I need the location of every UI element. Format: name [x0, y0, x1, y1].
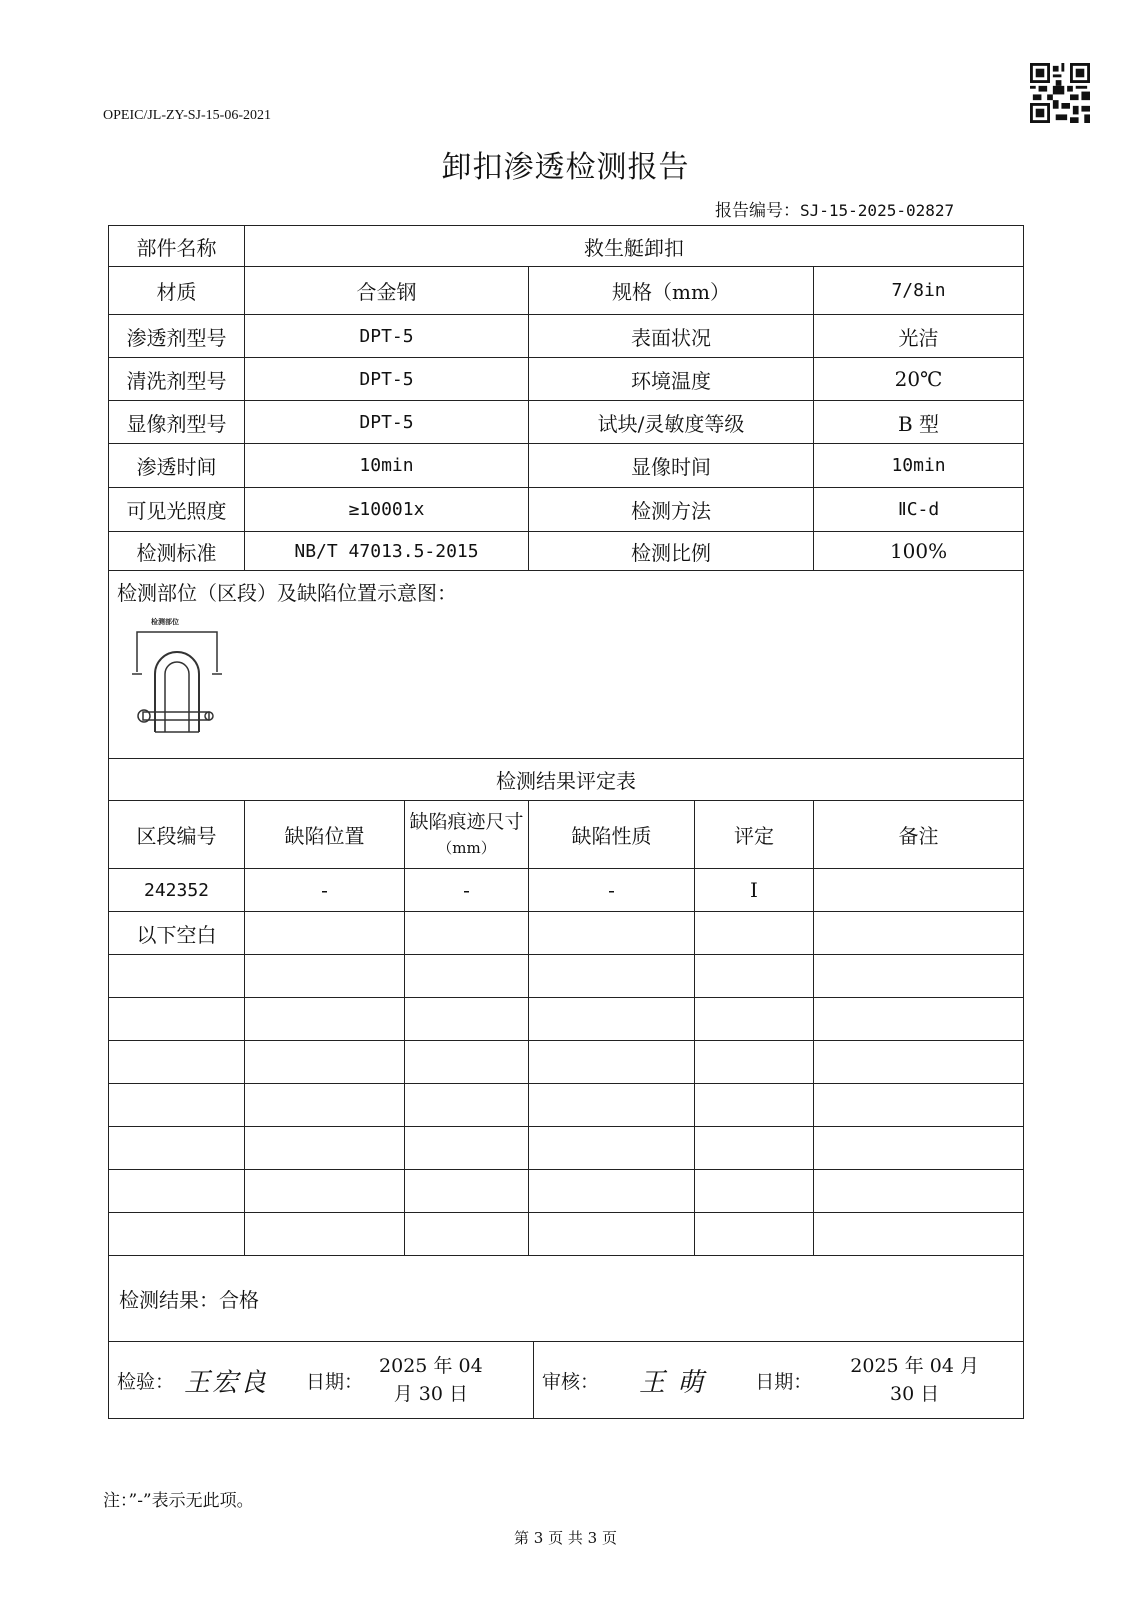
page-number: 第 3 页 共 3 页: [514, 1529, 617, 1547]
col-header-nature: 缺陷性质: [529, 801, 695, 869]
info-row: [109, 315, 1024, 358]
material-label: 材质: [109, 267, 245, 315]
light-label: 可见光照度: [109, 488, 245, 532]
inspection-date-line1: 2025 年 04: [379, 1355, 483, 1377]
material-value: 合金钢: [245, 267, 529, 315]
penetrant-label: 渗透剂型号: [109, 315, 245, 358]
surface-label: 表面状况: [529, 315, 814, 358]
diagram-tag: 检测部位: [151, 618, 179, 626]
penetrant-value: DPT-5: [245, 315, 529, 358]
info-row: [109, 488, 1024, 532]
defect-nature: -: [529, 869, 695, 912]
surface-value: 光洁: [814, 315, 1024, 358]
info-row: [109, 444, 1024, 488]
developer-label: 显像剂型号: [109, 401, 245, 444]
info-row: [109, 267, 1024, 315]
spec-value: 7/8in: [814, 267, 1024, 315]
table-row: [109, 1213, 1024, 1256]
review-date-line2: 30 日: [890, 1383, 940, 1405]
table-row: [109, 1170, 1024, 1213]
light-value: ≥10001x: [245, 488, 529, 532]
development-time-label: 显像时间: [529, 444, 814, 488]
inspector-label: 检验：: [117, 1370, 175, 1393]
conclusion-row: [109, 1256, 1024, 1342]
col-header-size-text: 缺陷痕迹尺寸: [409, 811, 524, 833]
review-date-line1: 2025 年 04 月: [850, 1355, 979, 1377]
section-number: 242352: [109, 869, 245, 912]
shackle-diagram: [129, 612, 239, 752]
results-title: 检测结果评定表: [109, 759, 1024, 801]
inspection-date: [379, 1352, 483, 1408]
table-row: [109, 1041, 1024, 1084]
sensitivity-value: B 型: [814, 401, 1024, 444]
info-row: [109, 226, 1024, 267]
blank-marker: 以下空白: [109, 912, 245, 955]
penetration-time-label: 渗透时间: [109, 444, 245, 488]
conclusion-cell: [109, 1256, 1024, 1342]
review-date-label: 日期：: [755, 1370, 813, 1393]
info-row: [109, 401, 1024, 444]
col-header-section: 区段编号: [109, 801, 245, 869]
diagram-label: 检测部位（区段）及缺陷位置示意图：: [117, 581, 457, 605]
method-label: 检测方法: [529, 488, 814, 532]
results-header-row: [109, 801, 1024, 869]
report-number-label: 报告编号：: [715, 201, 800, 221]
remarks: [814, 869, 1024, 912]
inspection-date-label: 日期：: [306, 1370, 364, 1393]
cleaner-value: DPT-5: [245, 358, 529, 401]
part-name-label: 部件名称: [109, 226, 245, 267]
developer-value: DPT-5: [245, 401, 529, 444]
reviewer-label: 审核：: [542, 1370, 600, 1393]
col-header-size: [405, 801, 529, 869]
cleaner-label: 清洗剂型号: [109, 358, 245, 401]
report-title: 卸扣渗透检测报告: [441, 150, 690, 185]
info-row: [109, 358, 1024, 401]
development-time-value: 10min: [814, 444, 1024, 488]
standard-label: 检测标准: [109, 532, 245, 571]
review-date: [850, 1352, 979, 1408]
reviewer-signature: 王 萌: [639, 1367, 706, 1398]
table-row: [109, 955, 1024, 998]
method-value: ⅡC-d: [814, 488, 1024, 532]
qr-code-icon: [1030, 63, 1090, 123]
table-row: [109, 912, 1024, 955]
footnote: 注：”-”表示无此项。: [103, 1491, 254, 1511]
diagram-row: [109, 571, 1024, 759]
table-row: [109, 998, 1024, 1041]
col-header-position: 缺陷位置: [245, 801, 405, 869]
diagram-cell: [109, 571, 1024, 759]
conclusion-label: 检测结果：: [119, 1288, 219, 1312]
sensitivity-label: 试块/灵敏度等级: [529, 401, 814, 444]
signature-row: [109, 1342, 1024, 1419]
penetration-time-value: 10min: [245, 444, 529, 488]
inspection-date-line2: 月 30 日: [393, 1383, 468, 1405]
standard-value: NB/T 47013.5-2015: [245, 532, 529, 571]
results-title-row: [109, 759, 1024, 801]
temperature-value: 20℃: [814, 358, 1024, 401]
col-header-size-unit: （mm）: [437, 839, 496, 857]
ratio-value: 100%: [814, 532, 1024, 571]
report-number: [715, 196, 954, 221]
conclusion-value: 合格: [219, 1288, 259, 1312]
spec-label: 规格（mm）: [529, 267, 814, 315]
defect-size: -: [405, 869, 529, 912]
rating: Ⅰ: [695, 869, 814, 912]
col-header-remarks: 备注: [814, 801, 1024, 869]
info-row: [109, 532, 1024, 571]
col-header-rating: 评定: [695, 801, 814, 869]
ratio-label: 检测比例: [529, 532, 814, 571]
report-number-value: SJ-15-2025-02827: [800, 201, 955, 220]
table-row: [109, 1127, 1024, 1170]
table-row: [109, 869, 1024, 912]
inspector-signature: 王宏良: [184, 1367, 269, 1398]
document-code: OPEIC/JL-ZY-SJ-15-06-2021: [103, 108, 271, 123]
defect-position: -: [245, 869, 405, 912]
part-name-value: 救生艇卸扣: [245, 226, 1024, 267]
temperature-label: 环境温度: [529, 358, 814, 401]
table-row: [109, 1084, 1024, 1127]
report-table: [108, 225, 1024, 1419]
